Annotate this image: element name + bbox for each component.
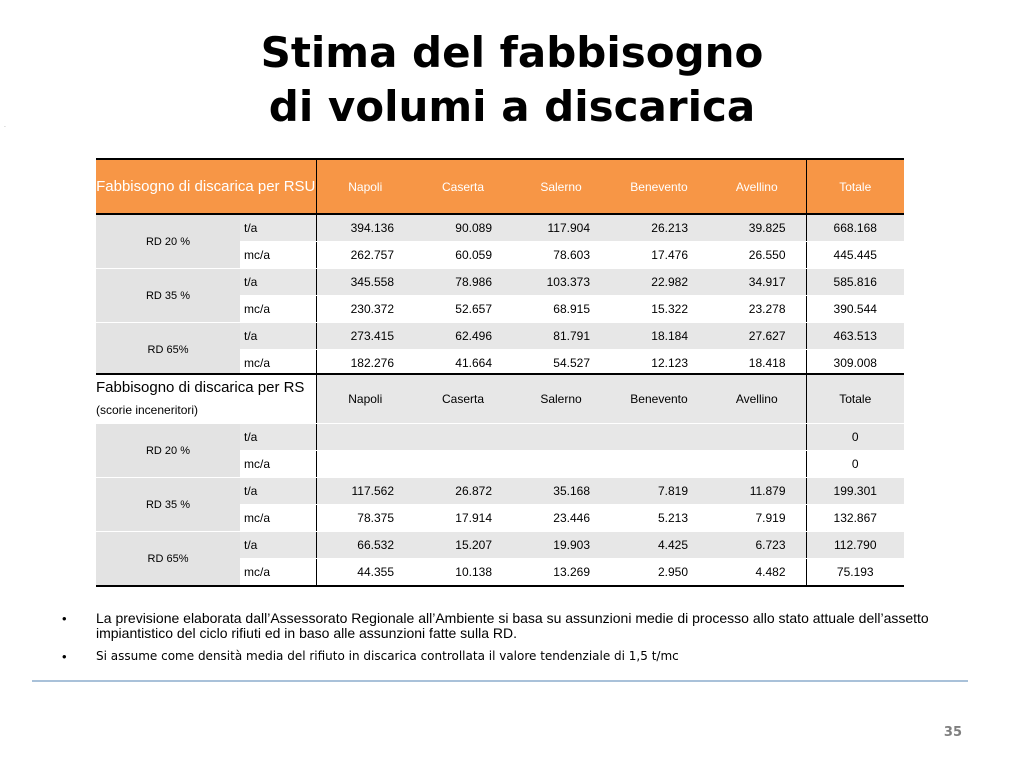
total-cell: 199.301: [806, 478, 904, 505]
value-cell: 78.375: [316, 505, 414, 532]
footer-divider: [32, 680, 968, 682]
total-cell: 463.513: [806, 323, 904, 350]
value-cell: 60.059: [414, 242, 512, 269]
table-header-sub: (scorie inceneritori): [96, 403, 199, 417]
value-cell: [414, 424, 512, 451]
value-cell: 7.919: [708, 505, 806, 532]
value-cell: 17.476: [610, 242, 708, 269]
value-cell: 15.207: [414, 532, 512, 559]
unit-cell: t/a: [240, 478, 316, 505]
slide-title-line2: di volumi a discarica: [268, 82, 756, 131]
scenario-label: RD 65%: [96, 323, 240, 378]
value-cell: 345.558: [316, 269, 414, 296]
value-cell: 18.184: [610, 323, 708, 350]
unit-cell: mc/a: [240, 451, 316, 478]
table-row: [96, 478, 904, 505]
value-cell: 62.496: [414, 323, 512, 350]
value-cell: 4.425: [610, 532, 708, 559]
value-cell: [316, 451, 414, 478]
value-cell: 117.904: [512, 214, 610, 242]
value-cell: 66.532: [316, 532, 414, 559]
value-cell: 34.917: [708, 269, 806, 296]
value-cell: 12.123: [610, 350, 708, 378]
table-header-title: [96, 374, 316, 424]
column-header: Napoli: [316, 159, 414, 214]
total-cell: 668.168: [806, 214, 904, 242]
unit-cell: t/a: [240, 323, 316, 350]
unit-cell: mc/a: [240, 505, 316, 532]
page-number: 35: [943, 725, 962, 740]
total-cell: 0: [806, 451, 904, 478]
value-cell: 7.819: [610, 478, 708, 505]
value-cell: 262.757: [316, 242, 414, 269]
value-cell: 4.482: [708, 559, 806, 587]
value-cell: 273.415: [316, 323, 414, 350]
value-cell: [316, 424, 414, 451]
slide-title-line1: Stima del fabbisogno: [260, 28, 764, 77]
table-header-main: Fabbisogno di discarica per RS: [96, 379, 305, 396]
value-cell: 78.986: [414, 269, 512, 296]
value-cell: 6.723: [708, 532, 806, 559]
bullet-text: Si assume come densità media del rifiuto in discarica controllata il valore tendenziale di 1,5 t/mc: [96, 649, 679, 663]
value-cell: [512, 424, 610, 451]
column-header: Avellino: [708, 374, 806, 424]
value-cell: 394.136: [316, 214, 414, 242]
column-header: Salerno: [512, 159, 610, 214]
table-row: [96, 424, 904, 451]
bullet-icon: •: [62, 611, 67, 626]
scenario-label: RD 20 %: [96, 214, 240, 269]
column-header: Totale: [806, 159, 904, 214]
value-cell: 23.278: [708, 296, 806, 323]
value-cell: 35.168: [512, 478, 610, 505]
unit-cell: mc/a: [240, 350, 316, 378]
value-cell: 15.322: [610, 296, 708, 323]
scenario-label: RD 65%: [96, 532, 240, 587]
column-header: Benevento: [610, 374, 708, 424]
value-cell: 13.269: [512, 559, 610, 587]
unit-cell: mc/a: [240, 559, 316, 587]
value-cell: 78.603: [512, 242, 610, 269]
unit-cell: mc/a: [240, 242, 316, 269]
rsu-landfill-table: [96, 158, 904, 378]
column-header: Napoli: [316, 374, 414, 424]
value-cell: 39.825: [708, 214, 806, 242]
scenario-label: RD 35 %: [96, 478, 240, 532]
value-cell: 10.138: [414, 559, 512, 587]
bullet-text: La previsione elaborata dall’Assessorato Regionale all’Ambiente si basa su assunzioni medie di processo allo stato attuale dell’assetto impiantistico del ciclo rifiuti ed in baso alle assunzioni fatte sulla RD.: [96, 610, 929, 641]
stray-mark: `: [4, 127, 6, 133]
total-cell: 75.193: [806, 559, 904, 587]
value-cell: [610, 424, 708, 451]
unit-cell: t/a: [240, 424, 316, 451]
value-cell: 5.213: [610, 505, 708, 532]
unit-cell: t/a: [240, 269, 316, 296]
table-row: [96, 269, 904, 296]
table-header-row: [96, 374, 904, 424]
total-cell: 445.445: [806, 242, 904, 269]
value-cell: 68.915: [512, 296, 610, 323]
unit-cell: mc/a: [240, 296, 316, 323]
column-header: Totale: [806, 374, 904, 424]
table-row: [96, 214, 904, 242]
value-cell: 11.879: [708, 478, 806, 505]
value-cell: 117.562: [316, 478, 414, 505]
table-row: [96, 532, 904, 559]
value-cell: 41.664: [414, 350, 512, 378]
value-cell: 52.657: [414, 296, 512, 323]
value-cell: 182.276: [316, 350, 414, 378]
rs-landfill-table: [96, 373, 904, 587]
table-header-row: [96, 159, 904, 214]
column-header: Avellino: [708, 159, 806, 214]
value-cell: 27.627: [708, 323, 806, 350]
value-cell: 26.550: [708, 242, 806, 269]
value-cell: 44.355: [316, 559, 414, 587]
table-row: [96, 323, 904, 350]
value-cell: 19.903: [512, 532, 610, 559]
value-cell: 26.213: [610, 214, 708, 242]
value-cell: 103.373: [512, 269, 610, 296]
value-cell: 22.982: [610, 269, 708, 296]
total-cell: 390.544: [806, 296, 904, 323]
total-cell: 585.816: [806, 269, 904, 296]
value-cell: [708, 451, 806, 478]
scenario-label: RD 35 %: [96, 269, 240, 323]
table-header-title: Fabbisogno di discarica per RSU: [96, 159, 316, 214]
value-cell: [512, 451, 610, 478]
unit-cell: t/a: [240, 214, 316, 242]
total-cell: 132.867: [806, 505, 904, 532]
column-header: Caserta: [414, 374, 512, 424]
value-cell: 90.089: [414, 214, 512, 242]
value-cell: [610, 451, 708, 478]
value-cell: [414, 451, 512, 478]
total-cell: 112.790: [806, 532, 904, 559]
column-header: Salerno: [512, 374, 610, 424]
value-cell: 54.527: [512, 350, 610, 378]
value-cell: 17.914: [414, 505, 512, 532]
value-cell: 2.950: [610, 559, 708, 587]
unit-cell: t/a: [240, 532, 316, 559]
value-cell: 26.872: [414, 478, 512, 505]
value-cell: 81.791: [512, 323, 610, 350]
column-header: Benevento: [610, 159, 708, 214]
total-cell: 0: [806, 424, 904, 451]
bullet-icon: •: [62, 649, 67, 664]
slide-title: [0, 26, 1024, 134]
total-cell: 309.008: [806, 350, 904, 378]
column-header: Caserta: [414, 159, 512, 214]
value-cell: [708, 424, 806, 451]
value-cell: 230.372: [316, 296, 414, 323]
value-cell: 23.446: [512, 505, 610, 532]
scenario-label: RD 20 %: [96, 424, 240, 478]
value-cell: 18.418: [708, 350, 806, 378]
